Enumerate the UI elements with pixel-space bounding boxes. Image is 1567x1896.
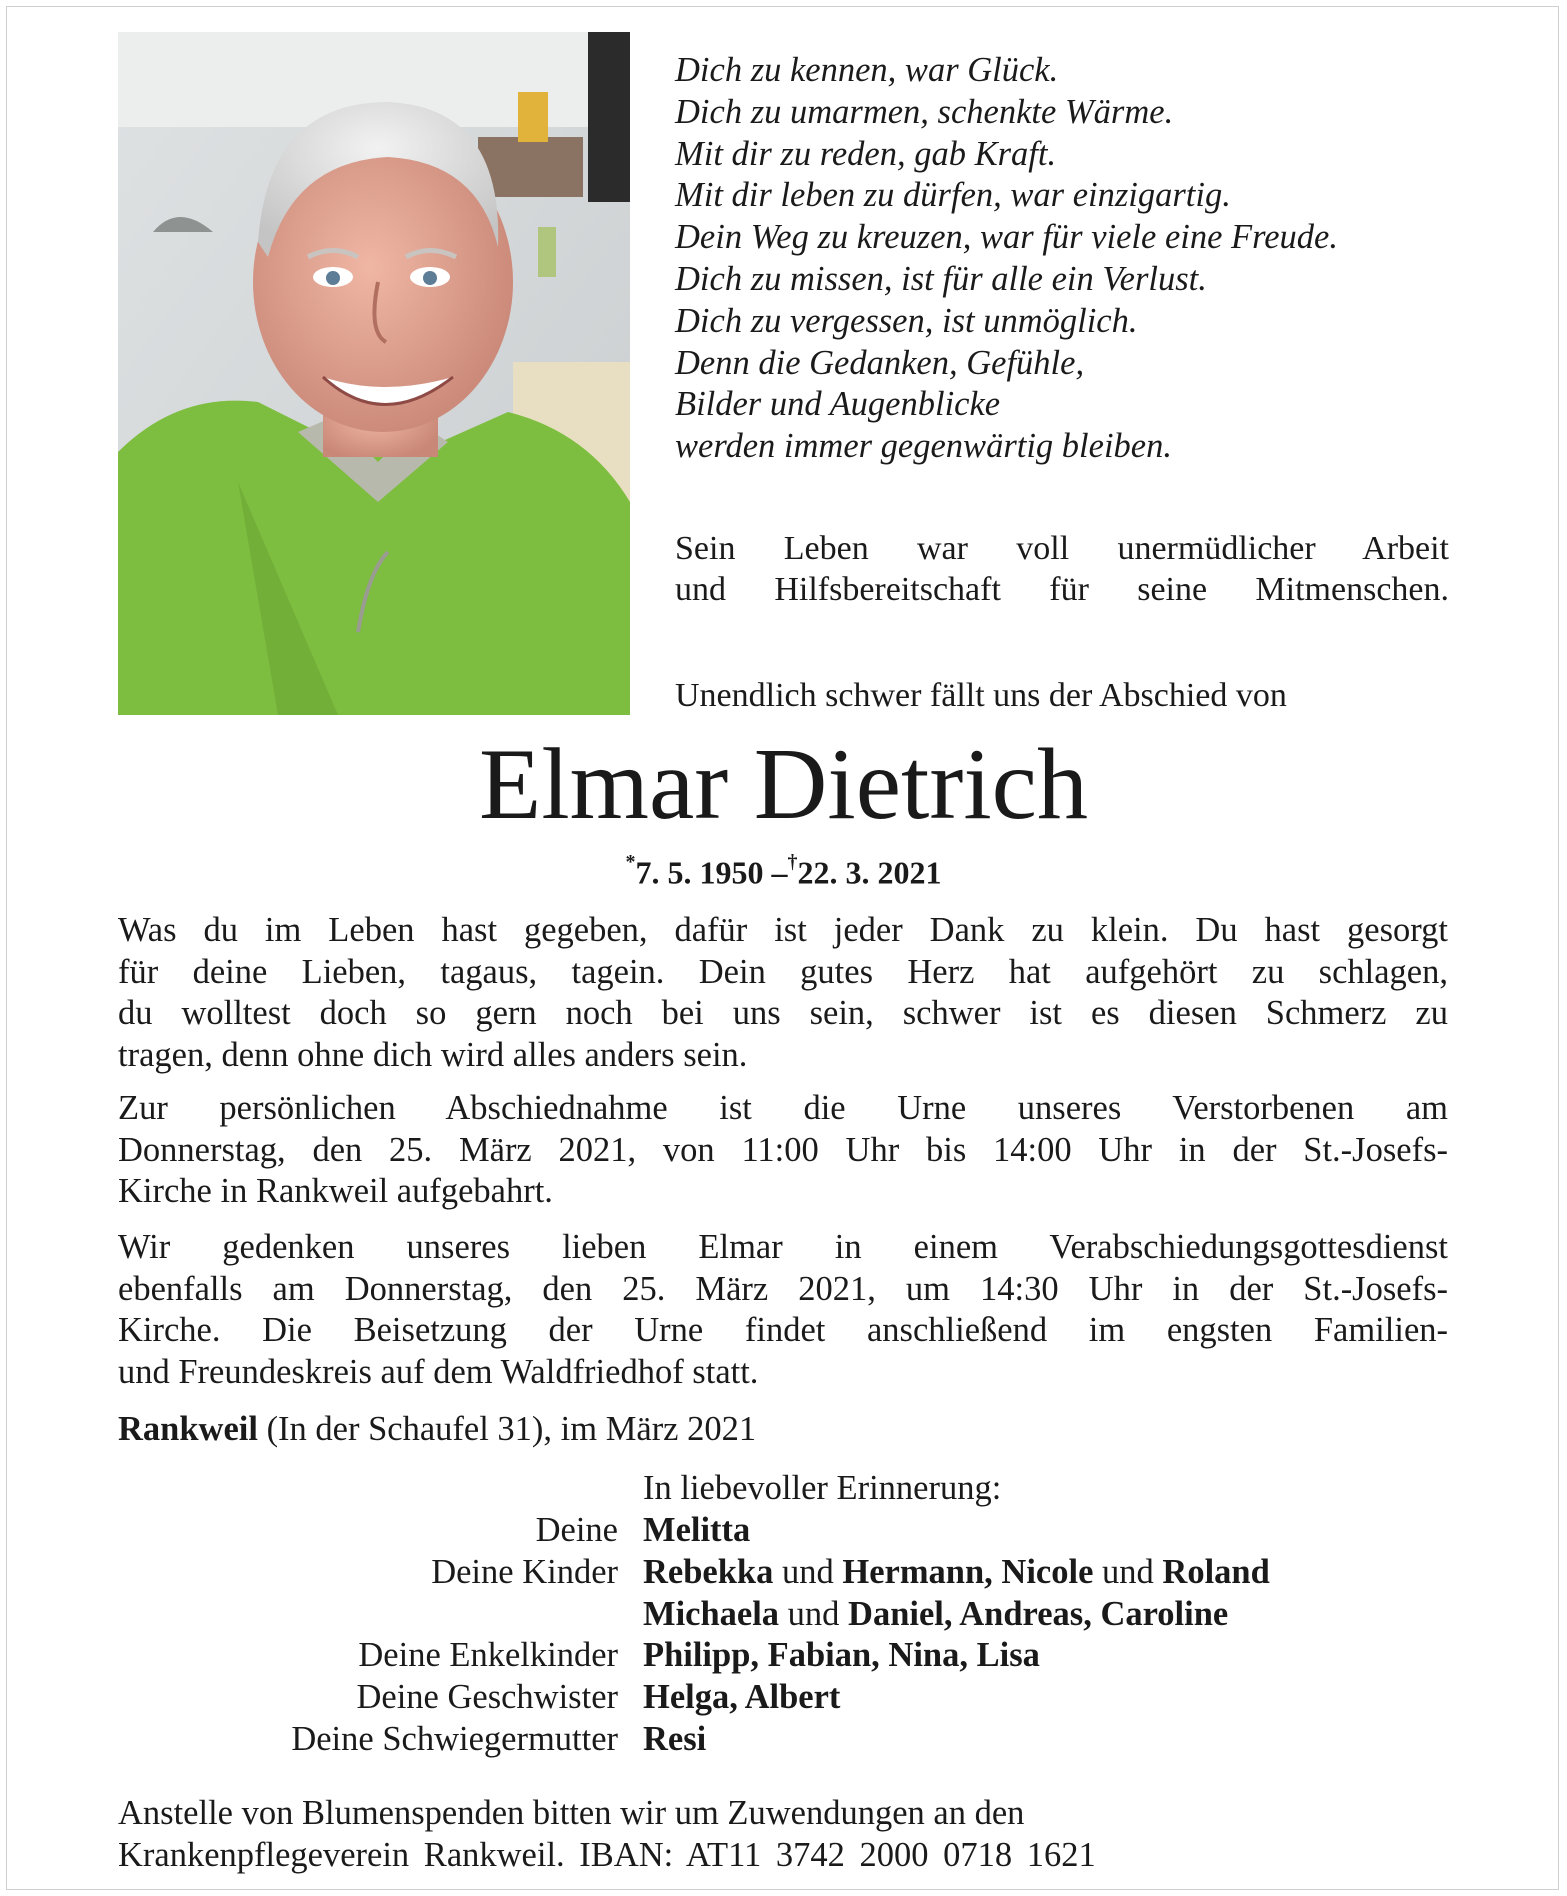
death-date: 22. 3. 2021: [797, 854, 942, 891]
donation-note: [118, 1793, 1258, 1876]
birth-symbol: *: [625, 851, 636, 873]
relation-label: Deine Geschwister: [356, 1678, 618, 1717]
family-row-grandchildren: [118, 1635, 1458, 1677]
poem-line: werden immer gegenwärtig bleiben.: [675, 427, 1172, 466]
child-name: Rebekka: [643, 1552, 774, 1591]
relation-names: Melitta: [643, 1511, 751, 1549]
relation-names: Helga, Albert: [643, 1678, 841, 1717]
poem-line: Mit dir leben zu dürfen, war einzigartig.: [675, 176, 1231, 215]
conjunction: und: [1093, 1552, 1163, 1591]
portrait-photo: [118, 32, 630, 715]
relation-label: Deine Enkelkinder: [358, 1636, 618, 1675]
poem-line: Mit dir zu reden, gab Kraft.: [675, 134, 1057, 173]
poem-line: Dein Weg zu kreuzen, war für viele eine Freude.: [675, 218, 1338, 257]
relation-names: [643, 1594, 1228, 1636]
relation-names: [643, 1552, 1270, 1594]
donation-line: Anstelle von Blumenspenden bitten wir um Zuwendungen an den: [118, 1794, 1025, 1832]
poem-line: Dich zu missen, ist für alle ein Verlust.: [675, 259, 1207, 298]
conjunction: und: [773, 1552, 843, 1591]
deceased-name: Elmar Dietrich: [479, 728, 1088, 841]
paragraph-line: Donnerstag, den 25. März 2021, von 11:00 Uhr bis 14:00 Uhr in der St.-Josefs-: [118, 1130, 1448, 1169]
paragraph-line: Kirche. Die Beisetzung der Urne findet anschließend im engsten Familien-: [118, 1311, 1448, 1350]
birth-date: 7. 5. 1950: [635, 854, 764, 891]
life-dates: [0, 846, 1567, 893]
paragraph-line: Zur persönlichen Abschiednahme ist die Urne unseres Verstorbenen am: [118, 1089, 1448, 1127]
paragraph-line: und Freundeskreis auf dem Waldfriedhof statt.: [118, 1353, 759, 1392]
relation-names: Philipp, Fabian, Nina, Lisa: [643, 1636, 1040, 1675]
family-row-children-2: [118, 1594, 1458, 1636]
poem: [675, 50, 1475, 468]
child-name: Michaela: [643, 1594, 780, 1633]
poem-line: Dich zu vergessen, ist unmöglich.: [675, 301, 1138, 340]
memory-heading: In liebevoller Erinnerung:: [643, 1469, 1002, 1507]
family-list: [118, 1510, 1458, 1761]
paragraph-line: ebenfalls am Donnerstag, den 25. März 2021, um 14:30 Uhr in der St.-Josefs-: [118, 1269, 1448, 1308]
place-rest: (In der Schaufel 31), im März 2021: [257, 1410, 757, 1448]
donation-line: Krankenpflegeverein Rankweil. IBAN: AT11 3742 2000 0718 1621: [118, 1835, 1096, 1874]
paragraph-line: für deine Lieben, tagaus, tagein. Dein gutes Herz hat aufgehört zu schlagen,: [118, 952, 1448, 991]
child-name: Hermann, Nicole: [842, 1552, 1094, 1591]
paragraph-line: tragen, denn ohne dich wird alles anders sein.: [118, 1036, 748, 1075]
relation-label-empty: [118, 1594, 643, 1636]
date-separator: –: [771, 854, 788, 891]
life-statement: [675, 528, 1449, 610]
child-name: Daniel, Andreas, Caroline: [848, 1594, 1229, 1633]
poem-line: Bilder und Augenblicke: [675, 385, 1001, 424]
life-line: Sein Leben war voll unermüdlicher Arbeit: [675, 530, 1449, 567]
family-row-children: [118, 1552, 1458, 1594]
relation-names: Resi: [643, 1719, 707, 1758]
place-town: Rankweil: [118, 1410, 258, 1448]
child-name: Roland: [1162, 1552, 1270, 1591]
paragraph-viewing: [118, 1088, 1448, 1213]
paragraph-service: [118, 1227, 1448, 1394]
paragraph-line: du wolltest doch so gern noch bei uns sein, schwer ist es diesen Schmerz zu: [118, 994, 1448, 1033]
family-row-mother-in-law: [118, 1719, 1458, 1761]
paragraph-tribute: [118, 910, 1448, 1077]
relation-label: Deine: [535, 1511, 618, 1549]
poem-line: Denn die Gedanken, Gefühle,: [675, 343, 1085, 382]
farewell-line: Unendlich schwer fällt uns der Abschied von: [675, 677, 1287, 714]
paragraph-line: Was du im Leben hast gegeben, dafür ist jeder Dank zu klein. Du hast gesorgt: [118, 911, 1448, 949]
family-row-wife: [118, 1510, 1458, 1552]
paragraph-line: Kirche in Rankweil aufgebahrt.: [118, 1172, 553, 1211]
poem-line: Dich zu kennen, war Glück.: [675, 51, 1059, 89]
paragraph-line: Wir gedenken unseres lieben Elmar in einem Verabschiedungsgottesdienst: [118, 1228, 1448, 1266]
family-row-siblings: [118, 1677, 1458, 1719]
relation-label: Deine Kinder: [431, 1552, 618, 1591]
death-symbol: †: [787, 851, 798, 873]
place-and-date: [118, 1409, 756, 1450]
life-line: und Hilfsbereitschaft für seine Mitmenschen.: [675, 571, 1449, 608]
conjunction: und: [779, 1594, 849, 1633]
relation-label: Deine Schwiegermutter: [291, 1719, 618, 1758]
poem-line: Dich zu umarmen, schenkte Wärme.: [675, 92, 1174, 131]
